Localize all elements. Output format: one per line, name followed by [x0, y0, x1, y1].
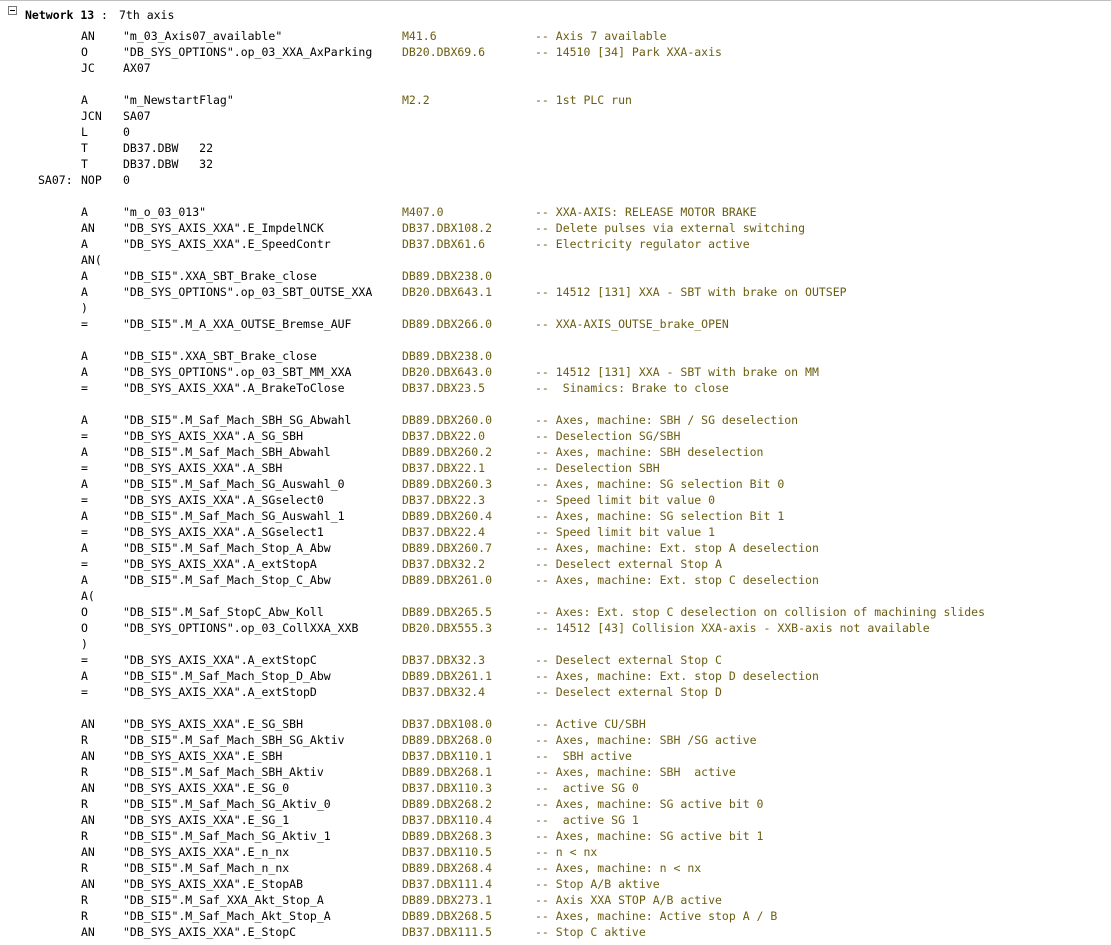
- operand: "DB_SI5".M_Saf_Mach_Stop_D_Abw: [123, 669, 331, 683]
- operator: A: [81, 573, 88, 587]
- operator: AN: [81, 925, 95, 939]
- comment: -- Speed limit bit value 1: [535, 525, 716, 539]
- address: DB89.DBX260.2: [402, 445, 493, 459]
- operator: NOP: [81, 173, 102, 187]
- operator: A: [81, 237, 88, 251]
- address: DB37.DBX110.4: [402, 813, 493, 827]
- address: DB37.DBX110.5: [402, 845, 493, 859]
- operator: =: [81, 685, 88, 699]
- address: DB89.DBX268.3: [402, 829, 493, 843]
- comment: -- Delete pulses via external switching: [535, 221, 806, 235]
- operand: "DB_SI5".M_A_XXA_OUTSE_Bremse_AUF: [123, 317, 352, 331]
- operand: "DB_SI5".M_Saf_Mach_SBH_Aktiv: [123, 765, 324, 779]
- collapse-icon[interactable]: [8, 6, 17, 15]
- operand: "DB_SI5".M_Saf_Mach_SBH_Abwahl: [123, 445, 331, 459]
- operator: =: [81, 461, 88, 475]
- comment: -- XXA-AXIS_OUTSE_brake_OPEN: [535, 317, 729, 331]
- address: DB37.DBX22.1: [402, 461, 486, 475]
- operator: R: [81, 829, 88, 843]
- address: DB37.DBX108.2: [402, 221, 493, 235]
- operator: O: [81, 621, 88, 635]
- operator: A: [81, 365, 88, 379]
- address: DB89.DBX260.0: [402, 413, 493, 427]
- comment: -- Deselect external Stop D: [535, 685, 722, 699]
- operand: "DB_SYS_AXIS_XXA".A_extStopA: [123, 557, 317, 571]
- operator: ): [81, 301, 88, 315]
- address: DB37.DBX32.4: [402, 685, 486, 699]
- operator: JC: [81, 61, 95, 75]
- operand: "DB_SYS_AXIS_XXA".A_extStopC: [123, 653, 317, 667]
- address: DB89.DBX238.0: [402, 269, 493, 283]
- operand: "DB_SYS_AXIS_XXA".E_n_nx: [123, 845, 290, 859]
- comment: -- Deselection SG/SBH: [535, 429, 681, 443]
- address: DB37.DBX110.1: [402, 749, 493, 763]
- operand: "DB_SI5".XXA_SBT_Brake_close: [123, 269, 317, 283]
- operand: "DB_SI5".M_Saf_StopC_Abw_Koll: [123, 605, 324, 619]
- operator: AN: [81, 29, 95, 43]
- address: DB37.DBX61.6: [402, 237, 486, 251]
- operand: "DB_SI5".XXA_SBT_Brake_close: [123, 349, 317, 363]
- operator: AN: [81, 749, 95, 763]
- comment: -- Sinamics: Brake to close: [535, 381, 729, 395]
- operator: O: [81, 45, 88, 59]
- operand: "DB_SYS_OPTIONS".op_03_SBT_MM_XXA: [123, 365, 352, 379]
- comment: -- 14512 [43] Collision XXA-axis - XXB-axis not available: [535, 621, 930, 635]
- operator: AN: [81, 877, 95, 891]
- operator: L: [81, 125, 88, 139]
- operator: R: [81, 765, 88, 779]
- comment: -- Axes, machine: n < nx: [535, 861, 702, 875]
- operand: "DB_SYS_AXIS_XXA".E_SG_SBH: [123, 717, 304, 731]
- operand: "DB_SYS_AXIS_XXA".A_SBH: [123, 461, 283, 475]
- address: DB37.DBX22.3: [402, 493, 486, 507]
- operand: "DB_SI5".M_Saf_Mach_SG_Auswahl_0: [123, 477, 345, 491]
- address: DB37.DBX111.4: [402, 877, 493, 891]
- operand: "DB_SI5".M_Saf_Mach_n_nx: [123, 861, 290, 875]
- operator: T: [81, 141, 88, 155]
- address: DB89.DBX273.1: [402, 893, 493, 907]
- address: DB89.DBX260.3: [402, 477, 493, 491]
- operator: R: [81, 733, 88, 747]
- address: M41.6: [402, 29, 437, 43]
- comment: -- Axes, machine: SBH active: [535, 765, 736, 779]
- operator: A: [81, 205, 88, 219]
- operand: "DB_SI5".M_Saf_Mach_Stop_A_Abw: [123, 541, 331, 555]
- operand: "DB_SYS_OPTIONS".op_03_XXA_AxParking: [123, 45, 373, 59]
- comment: -- 14510 [34] Park XXA-axis: [535, 45, 722, 59]
- comment: -- Deselect external Stop A: [535, 557, 722, 571]
- operator: A: [81, 541, 88, 555]
- operator: =: [81, 525, 88, 539]
- comment: -- Axis 7 available: [535, 29, 667, 43]
- operator: A: [81, 669, 88, 683]
- network-label: Network 13: [25, 8, 95, 22]
- operand: AX07: [123, 61, 151, 75]
- address: DB89.DBX238.0: [402, 349, 493, 363]
- network-title: 7th axis: [119, 8, 175, 22]
- comment: -- Axis XXA STOP A/B active: [535, 893, 722, 907]
- address: M2.2: [402, 93, 430, 107]
- operand: "DB_SI5".M_Saf_Mach_SBH_SG_Aktiv: [123, 733, 345, 747]
- comment: -- Axes, machine: SBH deselection: [535, 445, 764, 459]
- operand: "DB_SI5".M_Saf_Mach_SG_Aktiv_1: [123, 829, 331, 843]
- address: DB89.DBX268.1: [402, 765, 493, 779]
- operand: "DB_SYS_AXIS_XXA".A_SGselect1: [123, 525, 324, 539]
- operand: DB37.DBW 22: [123, 141, 214, 155]
- comment: -- XXA-AXIS: RELEASE MOTOR BRAKE: [535, 205, 757, 219]
- operand: "m_03_Axis07_available": [123, 29, 283, 43]
- comment: -- Speed limit bit value 0: [535, 493, 716, 507]
- operand: "DB_SYS_AXIS_XXA".A_SG_SBH: [123, 429, 304, 443]
- operator: A: [81, 477, 88, 491]
- address: DB89.DBX268.4: [402, 861, 493, 875]
- operand: "DB_SI5".M_Saf_XXA_Akt_Stop_A: [123, 893, 324, 907]
- operator: AN: [81, 717, 95, 731]
- comment: -- 14512 [131] XXA - SBT with brake on OUTSEP: [535, 285, 847, 299]
- comment: -- active SG 0: [535, 781, 639, 795]
- operator: =: [81, 557, 88, 571]
- address: DB37.DBX108.0: [402, 717, 493, 731]
- address: DB89.DBX260.4: [402, 509, 493, 523]
- address: DB20.DBX555.3: [402, 621, 493, 635]
- operator: A: [81, 413, 88, 427]
- comment: -- Axes, machine: Ext. stop A deselection: [535, 541, 819, 555]
- operator: AN(: [81, 253, 102, 267]
- operand: "DB_SI5".M_Saf_Mach_Akt_Stop_A: [123, 909, 331, 923]
- comment: -- active SG 1: [535, 813, 639, 827]
- operand: "DB_SYS_AXIS_XXA".E_SG_1: [123, 813, 290, 827]
- comment: -- Axes, machine: SBH / SG deselection: [535, 413, 799, 427]
- statement-label: SA07:: [38, 173, 73, 187]
- operand: "DB_SI5".M_Saf_Mach_SG_Auswahl_1: [123, 509, 345, 523]
- operand: "DB_SYS_AXIS_XXA".E_ImpdelNCK: [123, 221, 324, 235]
- comment: -- SBH active: [535, 749, 632, 763]
- address: DB37.DBX32.3: [402, 653, 486, 667]
- operator: R: [81, 893, 88, 907]
- comment: -- Axes, machine: Ext. stop D deselection: [535, 669, 819, 683]
- operand: "DB_SYS_AXIS_XXA".A_BrakeToClose: [123, 381, 345, 395]
- operand: 0: [123, 173, 130, 187]
- operator: A: [81, 445, 88, 459]
- comment: -- Axes, machine: SBH /SG active: [535, 733, 757, 747]
- comment: -- n < nx: [535, 845, 598, 859]
- operand: "DB_SYS_AXIS_XXA".E_SG_0: [123, 781, 290, 795]
- comment: -- 1st PLC run: [535, 93, 632, 107]
- operator: AN: [81, 781, 95, 795]
- operator: ): [81, 637, 88, 651]
- comment: -- 14512 [131] XXA - SBT with brake on MM: [535, 365, 819, 379]
- operator: T: [81, 157, 88, 171]
- top-border: [0, 0, 1111, 1]
- operator: JCN: [81, 109, 102, 123]
- address: DB89.DBX266.0: [402, 317, 493, 331]
- operand: "DB_SYS_OPTIONS".op_03_SBT_OUTSE_XXA: [123, 285, 373, 299]
- operator: R: [81, 909, 88, 923]
- address: DB89.DBX268.2: [402, 797, 493, 811]
- address: DB89.DBX261.0: [402, 573, 493, 587]
- operator: AN: [81, 845, 95, 859]
- address: DB37.DBX111.5: [402, 925, 493, 939]
- operand: "DB_SYS_OPTIONS".op_03_CollXXA_XXB: [123, 621, 359, 635]
- comment: -- Axes, machine: Ext. stop C deselection: [535, 573, 819, 587]
- operator: A: [81, 349, 88, 363]
- operand: "m_NewstartFlag": [123, 93, 234, 107]
- comment: -- Electricity regulator active: [535, 237, 750, 251]
- comment: -- Deselection SBH: [535, 461, 660, 475]
- address: DB37.DBX22.4: [402, 525, 486, 539]
- comment: -- Axes, machine: SG active bit 0: [535, 797, 764, 811]
- comment: -- Deselect external Stop C: [535, 653, 722, 667]
- operand: DB37.DBW 32: [123, 157, 214, 171]
- address: M407.0: [402, 205, 444, 219]
- operand: "DB_SYS_AXIS_XXA".A_SGselect0: [123, 493, 324, 507]
- address: DB37.DBX23.5: [402, 381, 486, 395]
- operator: R: [81, 797, 88, 811]
- address: DB20.DBX643.1: [402, 285, 493, 299]
- operator: A: [81, 285, 88, 299]
- address: DB89.DBX261.1: [402, 669, 493, 683]
- operator: A: [81, 93, 88, 107]
- operator: A: [81, 269, 88, 283]
- operator: AN: [81, 221, 95, 235]
- address: DB89.DBX265.5: [402, 605, 493, 619]
- comment: -- Axes, machine: SG active bit 1: [535, 829, 764, 843]
- address: DB20.DBX643.0: [402, 365, 493, 379]
- comment: -- Axes, machine: Active stop A / B: [535, 909, 778, 923]
- operand: "DB_SYS_AXIS_XXA".A_extStopD: [123, 685, 317, 699]
- operand: "DB_SYS_AXIS_XXA".E_StopAB: [123, 877, 304, 891]
- operator: A: [81, 509, 88, 523]
- address: DB89.DBX268.5: [402, 909, 493, 923]
- operator: R: [81, 861, 88, 875]
- network-colon: :: [101, 8, 108, 22]
- comment: -- Active CU/SBH: [535, 717, 646, 731]
- operator: A(: [81, 589, 95, 603]
- operator: AN: [81, 813, 95, 827]
- comment: -- Axes: Ext. stop C deselection on collision of machining slides: [535, 605, 986, 619]
- comment: -- Axes, machine: SG selection Bit 1: [535, 509, 785, 523]
- operand: SA07: [123, 109, 151, 123]
- address: DB37.DBX110.3: [402, 781, 493, 795]
- operator: =: [81, 493, 88, 507]
- operand: 0: [123, 125, 130, 139]
- address: DB89.DBX260.7: [402, 541, 493, 555]
- operand: "DB_SI5".M_Saf_Mach_Stop_C_Abw: [123, 573, 331, 587]
- comment: -- Stop A/B aktive: [535, 877, 660, 891]
- address: DB37.DBX32.2: [402, 557, 486, 571]
- operator: O: [81, 605, 88, 619]
- operand: "DB_SI5".M_Saf_Mach_SG_Aktiv_0: [123, 797, 331, 811]
- operator: =: [81, 653, 88, 667]
- address: DB20.DBX69.6: [402, 45, 486, 59]
- address: DB89.DBX268.0: [402, 733, 493, 747]
- operand: "m_o_03_013": [123, 205, 207, 219]
- address: DB37.DBX22.0: [402, 429, 486, 443]
- operator: =: [81, 381, 88, 395]
- operator: =: [81, 429, 88, 443]
- operator: =: [81, 317, 88, 331]
- operand: "DB_SYS_AXIS_XXA".E_SpeedContr: [123, 237, 331, 251]
- operand: "DB_SYS_AXIS_XXA".E_StopC: [123, 925, 297, 939]
- operand: "DB_SI5".M_Saf_Mach_SBH_SG_Abwahl: [123, 413, 352, 427]
- operand: "DB_SYS_AXIS_XXA".E_SBH: [123, 749, 283, 763]
- comment: -- Stop C aktive: [535, 925, 646, 939]
- comment: -- Axes, machine: SG selection Bit 0: [535, 477, 785, 491]
